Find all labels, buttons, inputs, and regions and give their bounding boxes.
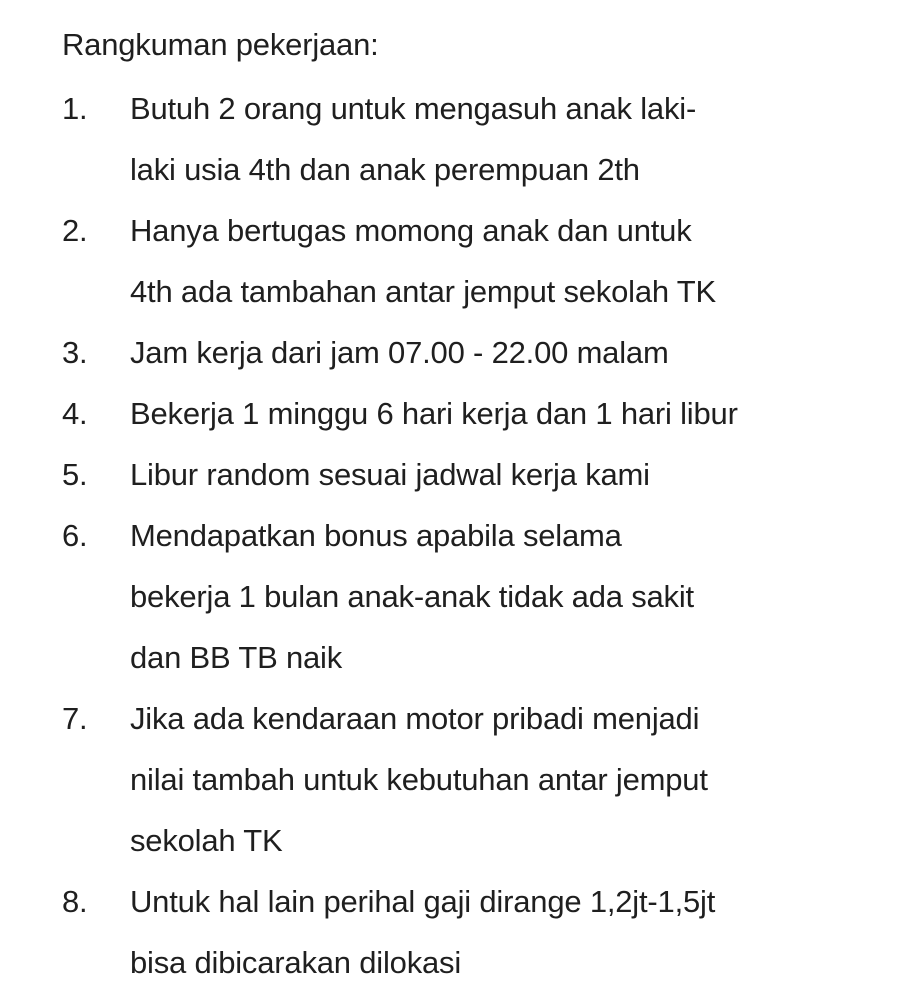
list-item-text [130,78,860,200]
list-item [0,383,902,444]
list-item-line: Mendapatkan bonus apabila selama [130,518,622,553]
list-item-number: 4. [62,396,88,431]
list-item-number: 2. [62,213,88,248]
list-item-line: dan BB TB naik [130,640,343,675]
list-item-line: bisa dibicarakan dilokasi [130,945,462,980]
list-item-number: 3. [62,335,88,370]
list-item-line: Untuk hal lain perihal gaji dirange 1,2jt-1,5jt [130,884,716,919]
list-item-text [130,871,860,993]
summary-heading: Rangkuman pekerjaan: [62,27,379,62]
list-item [0,505,902,688]
list-item-number: 5. [62,457,88,492]
list-item-number: 1. [62,91,88,126]
list-item-line: sekolah TK [130,823,283,858]
list-item [0,871,902,993]
list-item-line: laki usia 4th dan anak perempuan 2th [130,152,640,187]
list-item-number: 6. [62,518,88,553]
list-item-text [130,444,860,505]
list-item [0,78,902,200]
list-item-text [130,322,860,383]
list-item [0,688,902,871]
list-item-text [130,383,860,444]
list-item-line: 4th ada tambahan antar jemput sekolah TK [130,274,716,309]
list-item-text [130,688,860,871]
list-item [0,444,902,505]
list-item-number: 8. [62,884,88,919]
list-item-line: nilai tambah untuk kebutuhan antar jemput [130,762,708,797]
list-item-line: Jam kerja dari jam 07.00 - 22.00 malam [130,335,669,370]
list-item-number: 7. [62,701,88,736]
list-item-text [130,505,860,688]
list-item [0,322,902,383]
list-item-line: Jika ada kendaraan motor pribadi menjadi [130,701,700,736]
list-item-line: Hanya bertugas momong anak dan untuk [130,213,692,248]
list-item-line: Bekerja 1 minggu 6 hari kerja dan 1 hari libur [130,396,738,431]
list-item [0,200,902,322]
list-item-text [130,200,860,322]
job-requirements-list [0,78,902,993]
list-item-line: bekerja 1 bulan anak-anak tidak ada sakit [130,579,694,614]
list-item-line: Butuh 2 orang untuk mengasuh anak laki- [130,91,697,126]
list-item-line: Libur random sesuai jadwal kerja kami [130,457,650,492]
